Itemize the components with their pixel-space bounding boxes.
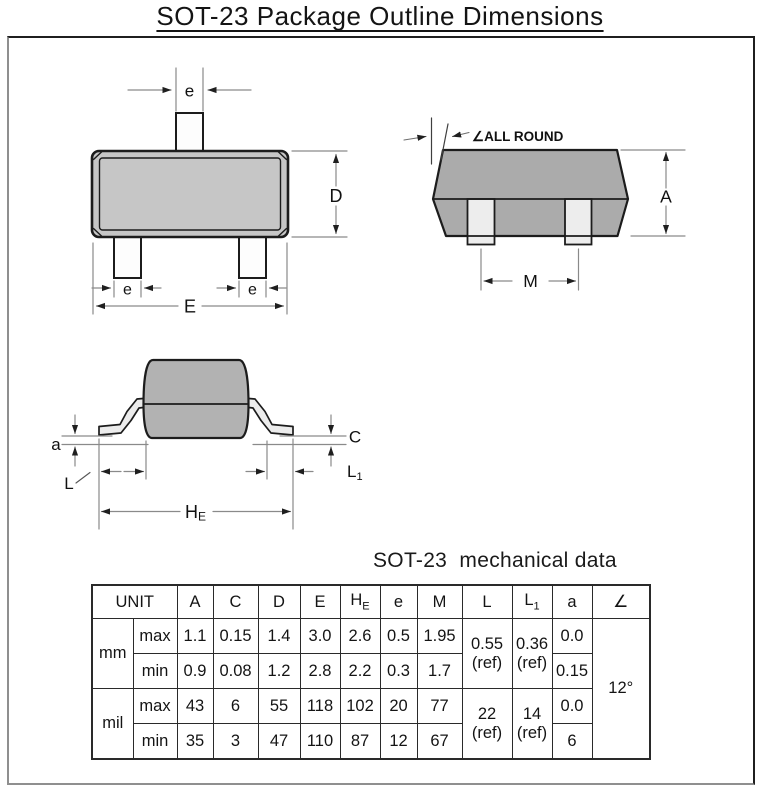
limit-cell: min bbox=[133, 724, 177, 760]
value-cell: 55 bbox=[258, 689, 300, 724]
dim-M bbox=[481, 249, 579, 291]
col-header-e: e bbox=[380, 585, 417, 619]
profile-view bbox=[51, 360, 362, 529]
table-row-mm-min bbox=[92, 654, 650, 689]
value-cell: 6 bbox=[213, 689, 258, 724]
dim-label-e-right: e bbox=[248, 281, 257, 299]
front-view-body bbox=[92, 151, 288, 237]
value-cell: 6 bbox=[552, 724, 592, 760]
col-header-HE: $H_E$ bbox=[340, 585, 380, 619]
value-cell: 2.8 bbox=[300, 654, 340, 689]
value-cell-angle: 12° bbox=[592, 619, 650, 760]
value-cell: 1.95 bbox=[417, 619, 462, 654]
mechanical-data-heading: SOT-23 mechanical data bbox=[373, 549, 617, 572]
dim-label-M: M bbox=[523, 271, 538, 291]
dim-label-D: D bbox=[329, 186, 343, 206]
value-cell: 43 bbox=[177, 689, 213, 724]
value-cell: 67 bbox=[417, 724, 462, 760]
page-title: SOT-23 Package Outline Dimensions bbox=[156, 1, 604, 31]
value-cell: 35 bbox=[177, 724, 213, 760]
col-header-E: E bbox=[300, 585, 340, 619]
side-view-body bbox=[433, 150, 628, 236]
value-cell: 0.0 bbox=[552, 689, 592, 724]
value-cell: 87 bbox=[340, 724, 380, 760]
value-cell: 0.3 bbox=[380, 654, 417, 689]
dim-e-bottom-right bbox=[217, 281, 286, 299]
col-header-a: a bbox=[552, 585, 592, 619]
value-cell: 47 bbox=[258, 724, 300, 760]
col-header-M: M bbox=[417, 585, 462, 619]
value-cell: 77 bbox=[417, 689, 462, 724]
col-header-A: A bbox=[177, 585, 213, 619]
value-cell: 3.0 bbox=[300, 619, 340, 654]
col-header-L1: $L_1$ bbox=[512, 585, 552, 619]
dim-e-bottom-left bbox=[92, 281, 161, 299]
value-cell: 0.5 bbox=[380, 619, 417, 654]
value-cell: 0.0 bbox=[552, 619, 592, 654]
dim-e-top bbox=[128, 68, 251, 111]
all-round-label: ∠ALL ROUND bbox=[472, 129, 564, 144]
unit-cell-mm: mm bbox=[92, 619, 133, 689]
value-cell: 118 bbox=[300, 689, 340, 724]
dim-label-a: a bbox=[51, 435, 61, 454]
value-cell: 0.9 bbox=[177, 654, 213, 689]
dim-HE bbox=[102, 439, 294, 529]
value-cell: 102 bbox=[340, 689, 380, 724]
value-cell: 1.4 bbox=[258, 619, 300, 654]
dim-A bbox=[621, 150, 685, 236]
front-view-bottom-pin-right bbox=[239, 233, 266, 278]
dim-a bbox=[51, 415, 148, 466]
unit-cell-mil: mil bbox=[92, 689, 133, 760]
profile-body bbox=[144, 360, 249, 438]
dim-L1 bbox=[246, 441, 363, 483]
dim-label-L1: L1 bbox=[347, 462, 363, 483]
dim-L bbox=[64, 439, 146, 529]
value-cell-L1-mm: 0.36 (ref) bbox=[512, 619, 552, 689]
limit-cell: max bbox=[133, 689, 177, 724]
value-cell: 1.1 bbox=[177, 619, 213, 654]
dim-label-e-left: e bbox=[123, 281, 132, 299]
value-cell-L-mm: 0.55 (ref) bbox=[462, 619, 512, 689]
limit-cell: max bbox=[133, 619, 177, 654]
value-cell: 0.15 bbox=[552, 654, 592, 689]
side-view-pin-left bbox=[468, 199, 495, 245]
value-cell: 2.6 bbox=[340, 619, 380, 654]
value-cell: 1.2 bbox=[258, 654, 300, 689]
dim-label-A: A bbox=[660, 186, 672, 207]
dim-D bbox=[292, 151, 347, 237]
front-view-top-pin bbox=[176, 113, 203, 155]
value-cell: 0.08 bbox=[213, 654, 258, 689]
front-view bbox=[92, 68, 347, 317]
front-view-bottom-pin-left bbox=[114, 233, 141, 278]
value-cell: 2.2 bbox=[340, 654, 380, 689]
value-cell-L-mil: 22 (ref) bbox=[462, 689, 512, 760]
table-row-mil-min bbox=[92, 724, 650, 760]
value-cell: 110 bbox=[300, 724, 340, 760]
dim-label-L: L bbox=[64, 474, 74, 493]
table-row-mil-max bbox=[92, 689, 650, 724]
value-cell: 12 bbox=[380, 724, 417, 760]
col-header-D: D bbox=[258, 585, 300, 619]
value-cell: 1.7 bbox=[417, 654, 462, 689]
mechanical-data-table bbox=[91, 584, 651, 760]
limit-cell: min bbox=[133, 654, 177, 689]
side-view-pin-right bbox=[565, 199, 592, 245]
value-cell: 20 bbox=[380, 689, 417, 724]
col-header-C: C bbox=[213, 585, 258, 619]
col-header-angle: ∠ bbox=[592, 585, 650, 619]
side-view bbox=[404, 118, 685, 291]
value-cell: 3 bbox=[213, 724, 258, 760]
col-header-unit: UNIT bbox=[92, 585, 177, 619]
value-cell-L1-mil: 14 (ref) bbox=[512, 689, 552, 760]
table-header-row bbox=[92, 585, 650, 619]
table-row-mm-max bbox=[92, 619, 650, 654]
dim-label-C: C bbox=[348, 427, 362, 447]
dim-label-HE: HE bbox=[185, 502, 207, 524]
dim-label-E: E bbox=[183, 296, 197, 317]
value-cell: 0.15 bbox=[213, 619, 258, 654]
dim-label-e-top: e bbox=[184, 81, 195, 101]
col-header-L: L bbox=[462, 585, 512, 619]
